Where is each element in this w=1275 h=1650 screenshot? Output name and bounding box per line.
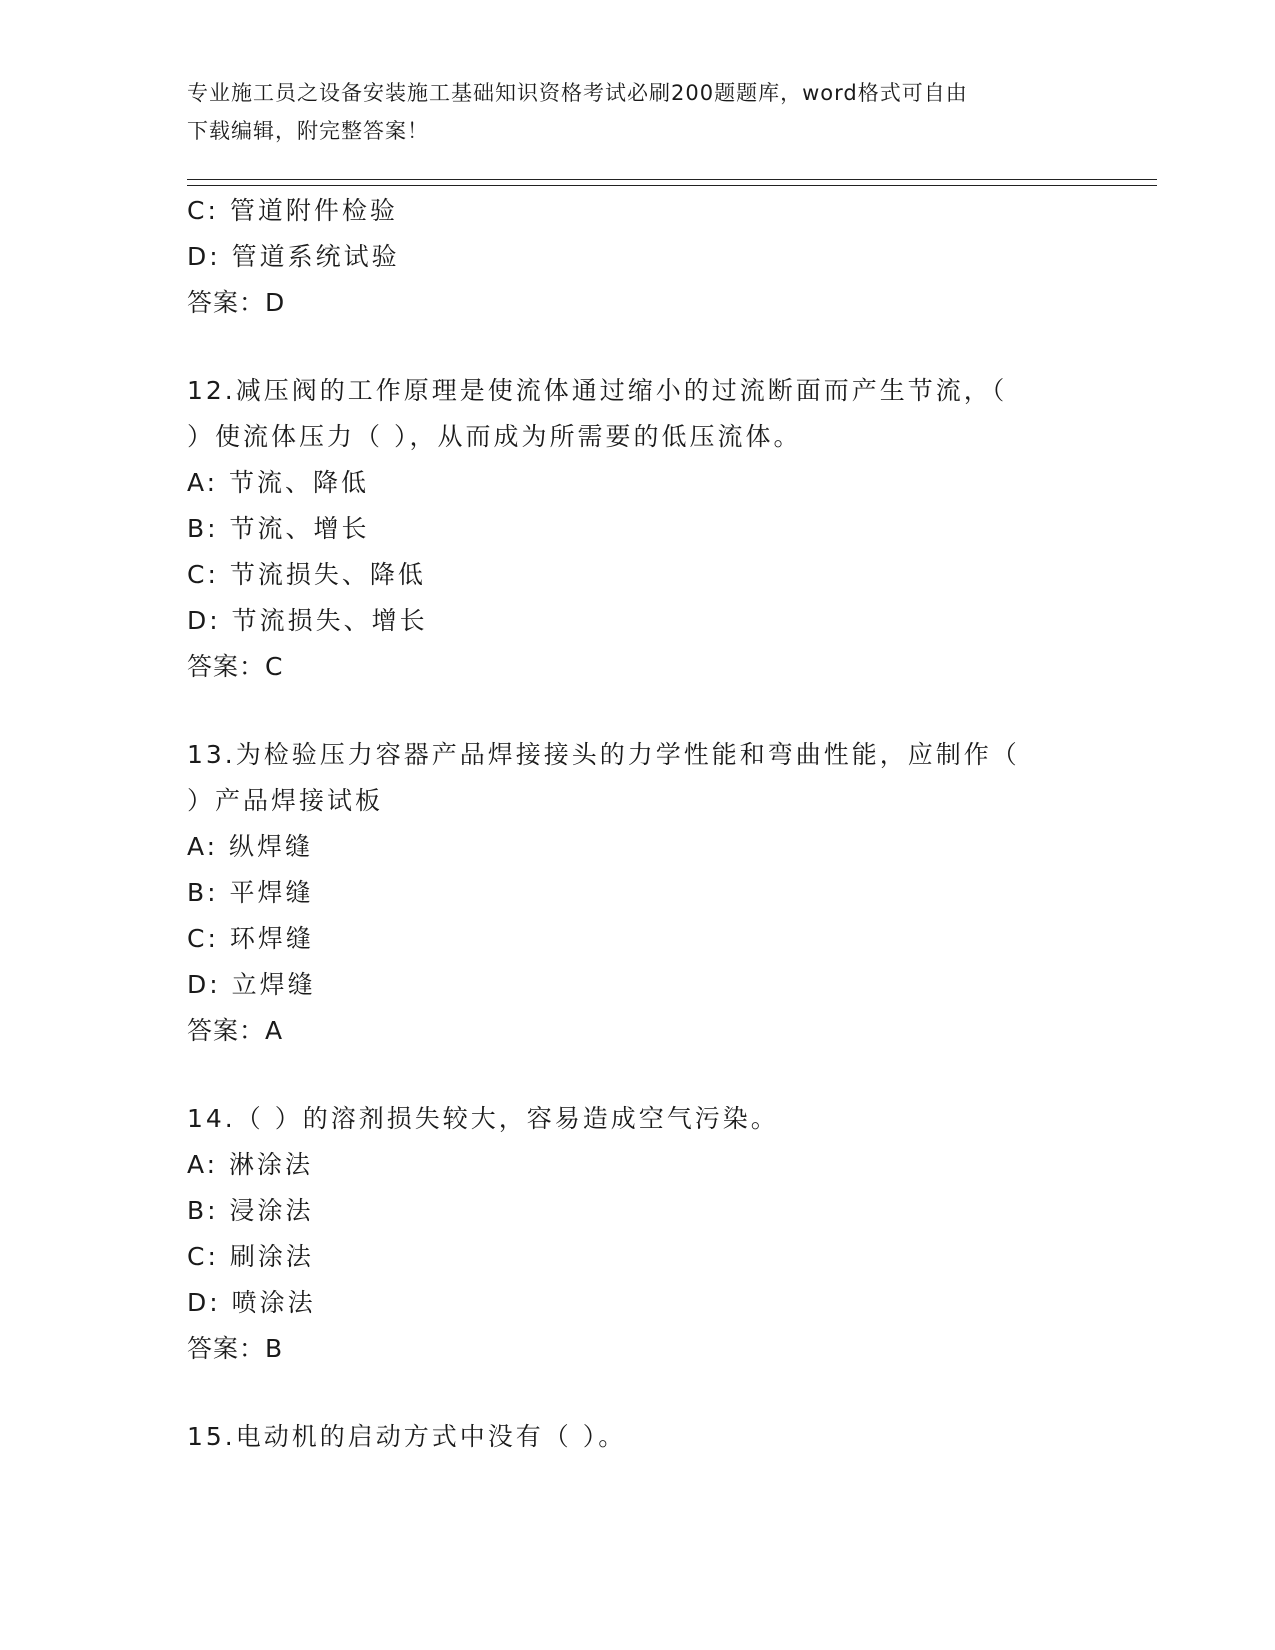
answer: 答案：C bbox=[187, 652, 284, 681]
question-content bbox=[187, 188, 1147, 1460]
option-c: C: 刷涂法 bbox=[187, 1242, 314, 1271]
question-12 bbox=[187, 368, 1147, 690]
option-d: D: 立焊缝 bbox=[187, 970, 316, 999]
continued-question bbox=[187, 188, 1147, 326]
header-line-2: 下载编辑，附完整答案！ bbox=[187, 119, 429, 143]
question-stem-line: ）产品焊接试板 bbox=[187, 786, 384, 815]
answer: 答案：D bbox=[187, 288, 286, 317]
question-14 bbox=[187, 1096, 1147, 1372]
option-a: A: 淋涂法 bbox=[187, 1150, 314, 1179]
answer: 答案：B bbox=[187, 1334, 284, 1363]
option-d: D: 喷涂法 bbox=[187, 1288, 316, 1317]
question-stem-line: 13.为检验压力容器产品焊接接头的力学性能和弯曲性能，应制作（ bbox=[187, 740, 1020, 769]
option-d: D: 管道系统试验 bbox=[187, 242, 400, 271]
option-a: A: 纵焊缝 bbox=[187, 832, 314, 861]
question-stem-line: 14.（ ）的溶剂损失较大，容易造成空气污染。 bbox=[187, 1104, 779, 1133]
option-a: A: 节流、降低 bbox=[187, 468, 370, 497]
question-stem-line: 15.电动机的启动方式中没有（ ）。 bbox=[187, 1422, 627, 1451]
document-header bbox=[187, 74, 1087, 150]
option-b: B: 浸涂法 bbox=[187, 1196, 314, 1225]
question-stem-line: 12.减压阀的工作原理是使流体通过缩小的过流断面而产生节流，（ bbox=[187, 376, 1008, 405]
option-c: C: 管道附件检验 bbox=[187, 196, 398, 225]
option-b: B: 平焊缝 bbox=[187, 878, 314, 907]
question-15 bbox=[187, 1414, 1147, 1460]
header-divider-top bbox=[187, 179, 1157, 180]
option-c: C: 节流损失、降低 bbox=[187, 560, 426, 589]
header-line-1: 专业施工员之设备安装施工基础知识资格考试必刷200题题库，word格式可自由 bbox=[187, 81, 968, 105]
option-b: B: 节流、增长 bbox=[187, 514, 370, 543]
question-stem-line: ）使流体压力（ ），从而成为所需要的低压流体。 bbox=[187, 422, 802, 451]
answer: 答案：A bbox=[187, 1016, 284, 1045]
header-divider-bottom bbox=[187, 185, 1157, 186]
option-d: D: 节流损失、增长 bbox=[187, 606, 428, 635]
question-13 bbox=[187, 732, 1147, 1054]
option-c: C: 环焊缝 bbox=[187, 924, 314, 953]
